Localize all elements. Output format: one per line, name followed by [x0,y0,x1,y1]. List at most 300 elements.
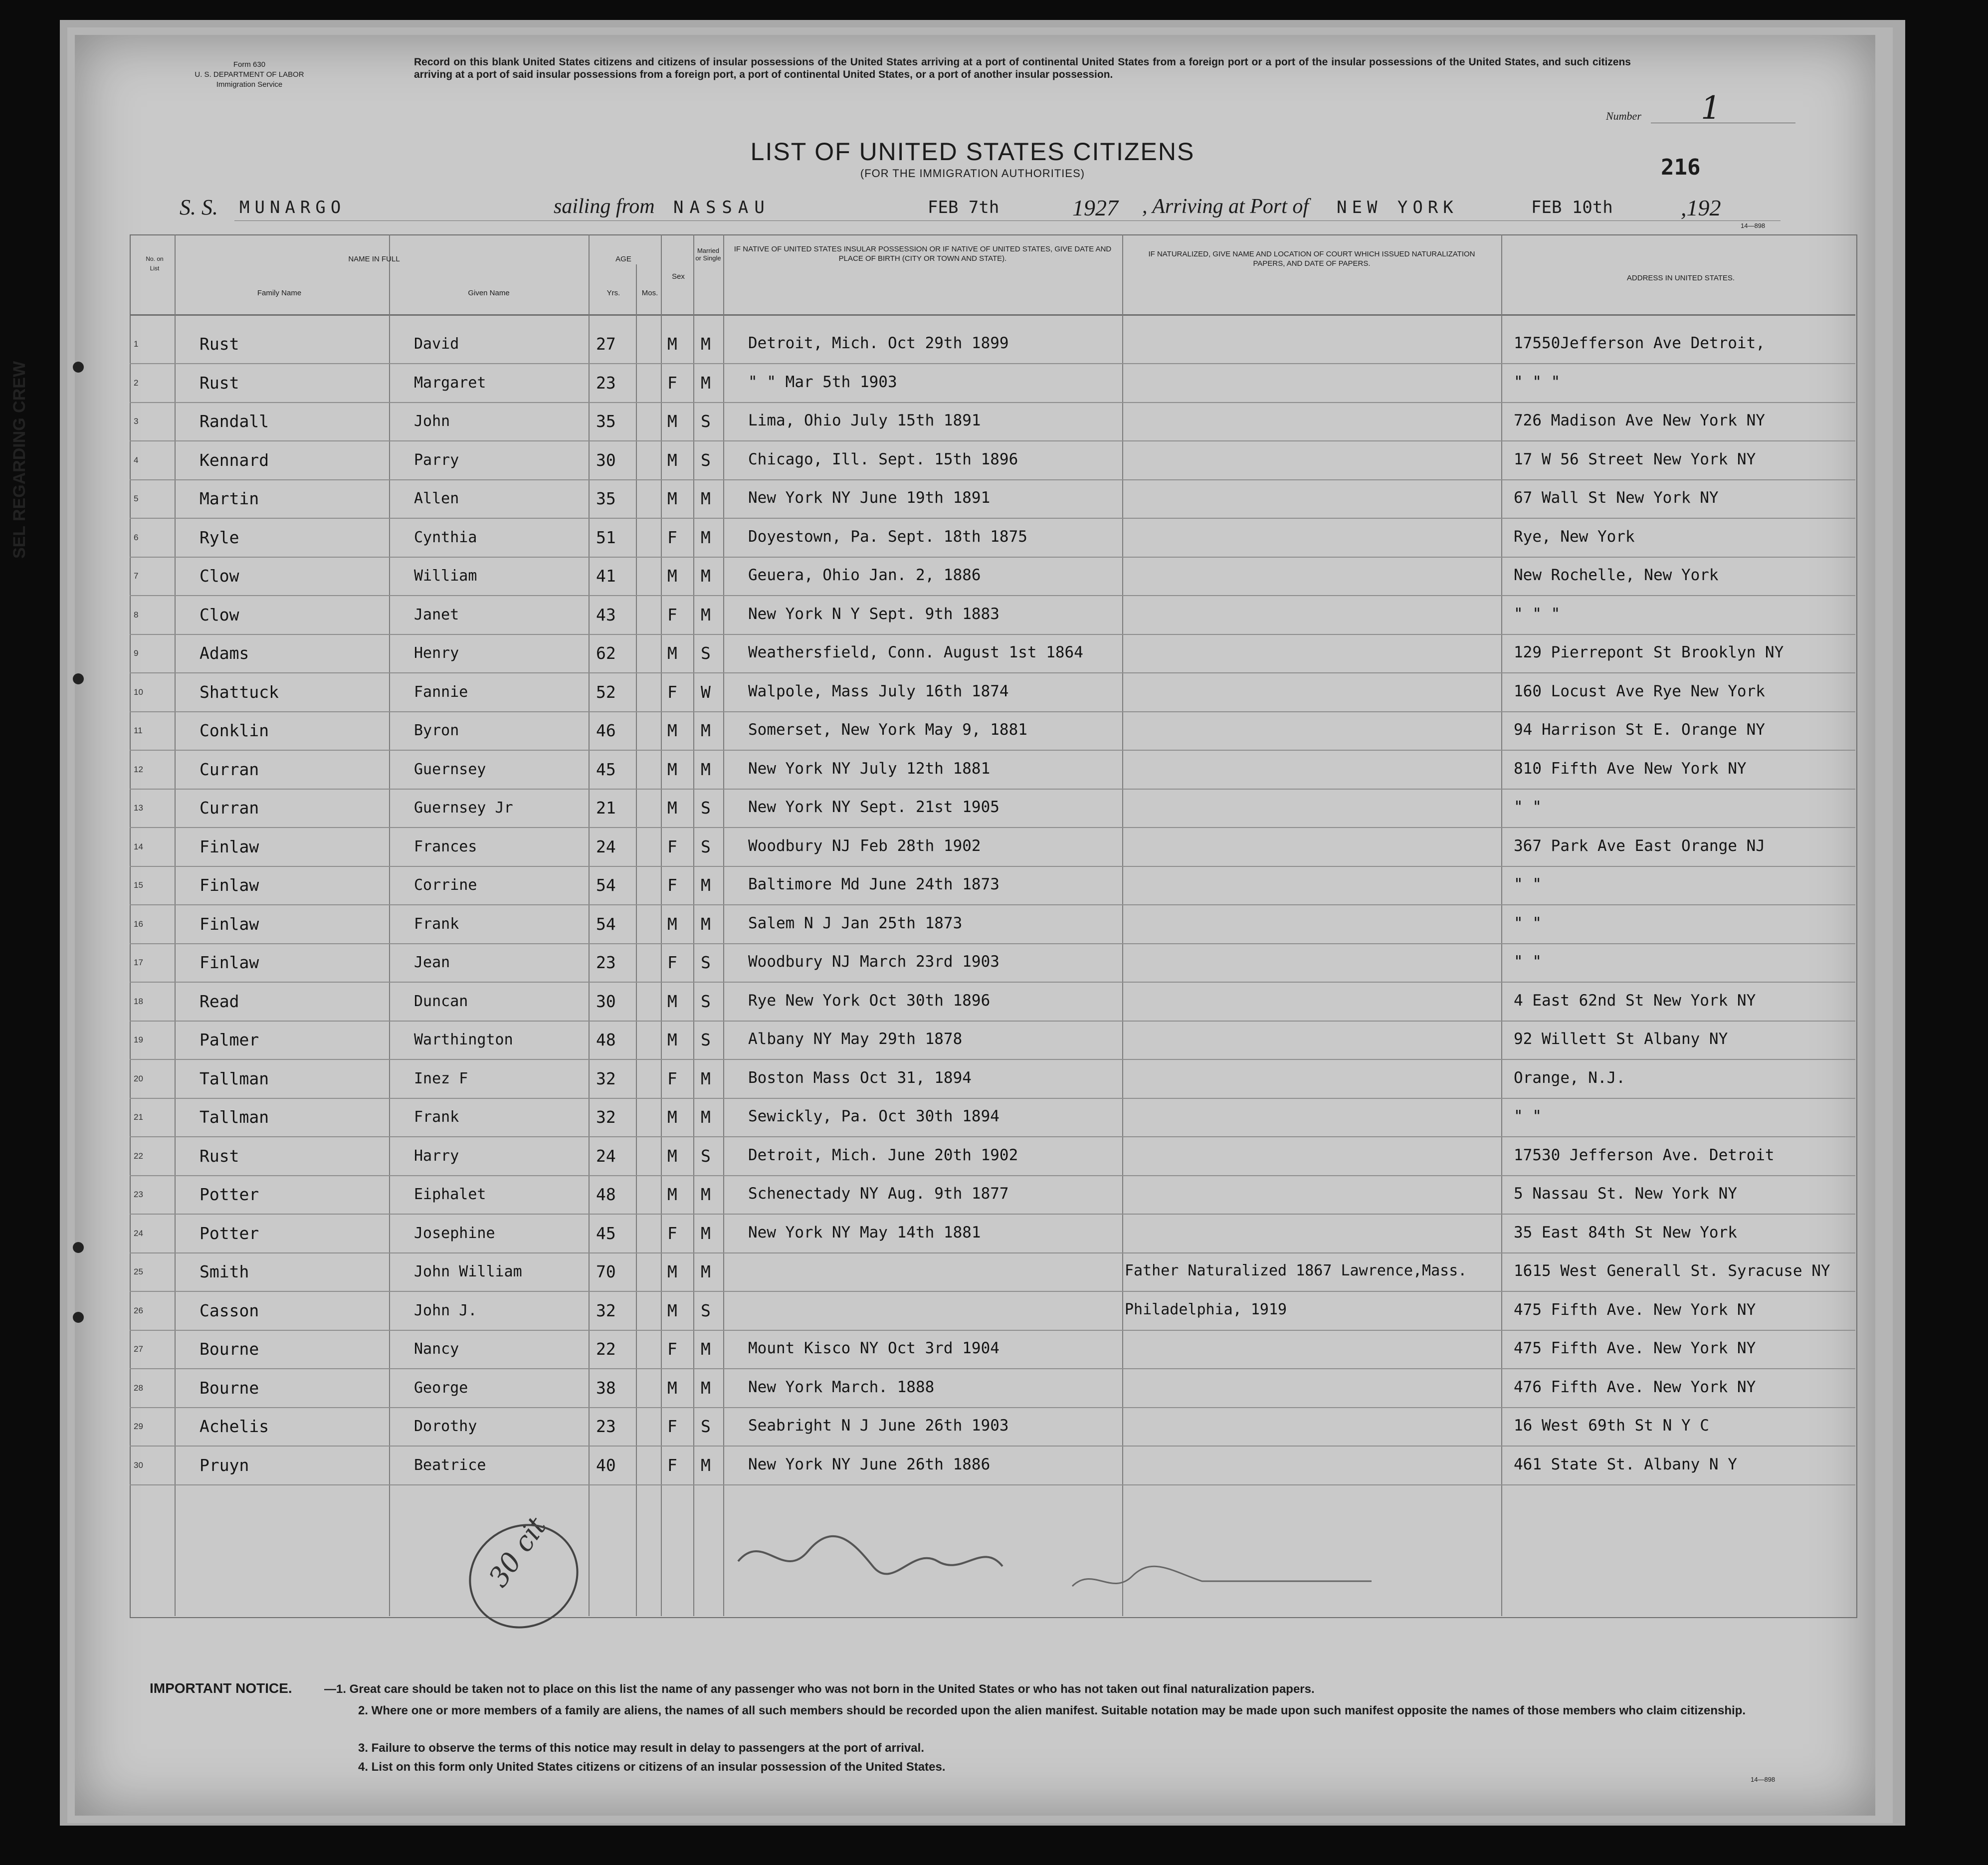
row-rule [130,711,1855,712]
birth-place-date: Lima, Ohio July 15th 1891 [748,412,981,429]
given-name: William [414,567,477,585]
age: 35 [596,489,616,508]
birth-place-date: New York NY July 12th 1881 [748,759,991,778]
given-name: Corrine [414,876,477,894]
col-header-address: ADDRESS IN UNITED STATES. [1626,274,1735,282]
sail-year: 1927 [1072,195,1118,220]
row-number: 11 [134,726,143,735]
sail-date: FEB 7th [928,198,999,217]
family-name: Curran [199,798,259,818]
birth-place-date: Baltimore Md June 24th 1873 [748,875,999,893]
married-single: M [701,1378,711,1398]
row-number: 22 [134,1151,143,1161]
married-single: S [701,953,711,972]
row-rule [130,1407,1855,1408]
family-name: Rust [199,1146,239,1166]
col-divider [661,234,662,1616]
sex: M [667,721,677,740]
birth-place-date: New York NY May 14th 1881 [748,1223,981,1242]
naturalization: Philadelphia, 1919 [1125,1300,1287,1318]
arrival-port: NEW YORK [1337,198,1458,217]
given-name: Henry [414,644,459,662]
family-name: Pruyn [199,1455,249,1475]
family-name: Finlaw [199,953,259,972]
sailing-from-port: NASSAU [673,198,771,217]
address: 129 Pierrepont St Brooklyn NY [1514,643,1784,661]
row-rule [130,1252,1855,1253]
row-number: 13 [134,803,143,813]
col-divider [589,234,590,1616]
given-name: Frank [414,1108,459,1126]
binding-hole [73,1242,84,1253]
sex: M [667,1107,677,1127]
address: 476 Fifth Ave. New York NY [1514,1378,1756,1396]
sex: M [667,759,677,779]
married-single: S [701,1300,711,1320]
notice-item-1: —1. Great care should be taken not to place on this list the name of any passenger who was not born in the United States or who has not taken out final naturalization papers. [324,1682,1315,1696]
sex: M [667,566,677,586]
married-single: M [701,566,711,586]
given-name: George [414,1379,468,1397]
row-number: 7 [134,571,139,581]
col-header-sex: Sex [672,272,685,281]
sex: F [667,953,677,972]
given-name: Eiphalet [414,1186,486,1203]
service-label: Immigration Service [216,80,283,89]
birth-place-date: Albany NY May 29th 1878 [748,1030,963,1048]
given-name: John [414,413,450,430]
row-rule [130,1368,1855,1369]
married-single: S [701,450,711,470]
sex: M [667,1030,677,1049]
address: 17 W 56 Street New York NY [1514,450,1756,468]
ship-name: MUNARGO [239,198,346,217]
age: 70 [596,1262,616,1281]
row-rule [130,557,1855,558]
given-name: David [414,335,459,353]
family-name: Tallman [199,1107,269,1127]
row-number: 30 [134,1460,143,1470]
birth-place-date: Detroit, Mich. June 20th 1902 [748,1146,1018,1164]
row-rule [130,634,1855,635]
row-rule [130,440,1855,441]
department-label: U. S. DEPARTMENT OF LABOR [195,70,304,79]
birth-place-date: Walpole, Mass July 16th 1874 [748,682,1009,700]
stamp-number: 216 [1661,155,1701,180]
family-name: Shattuck [199,682,279,702]
address: 5 Nassau St. New York NY [1514,1185,1737,1203]
family-name: Smith [199,1262,249,1281]
given-name: Dorothy [414,1418,477,1435]
given-name: Guernsey Jr [414,799,513,817]
given-name: Josephine [414,1224,495,1242]
col-divider [175,234,176,1616]
address: 17530 Jefferson Ave. Detroit [1514,1146,1775,1164]
married-single: M [701,759,711,779]
col-header-yrs: Yrs. [606,289,620,297]
married-single: S [701,1417,711,1436]
age: 41 [596,566,616,586]
family-name: Potter [199,1223,259,1243]
address: 1615 West Generall St. Syracuse NY [1514,1262,1830,1280]
address: 810 Fifth Ave New York NY [1514,759,1747,778]
row-number: 2 [134,378,139,388]
col-header-no: No. on List [146,255,164,272]
married-single: S [701,1030,711,1049]
sex: F [667,1417,677,1436]
given-name: Harry [414,1147,459,1165]
family-name: Finlaw [199,836,259,856]
given-name: John William [414,1263,522,1280]
sex: M [667,1262,677,1281]
row-rule [130,1291,1855,1292]
family-name: Adams [199,643,249,663]
birth-place-date: New York NY June 26th 1886 [748,1455,991,1473]
birth-place-date: Woodbury NJ Feb 28th 1902 [748,836,981,855]
sex: M [667,412,677,431]
given-name: Inez F [414,1069,468,1087]
age: 23 [596,1417,616,1436]
row-number: 6 [134,532,139,542]
family-name: Palmer [199,1030,259,1049]
family-name: Ryle [199,527,239,547]
married-single: M [701,1339,711,1359]
row-rule [130,402,1855,403]
row-rule [130,1136,1855,1137]
age: 32 [596,1068,616,1088]
sex: M [667,489,677,508]
side-stamp: SEL REGARDING CREW [10,361,29,559]
married-single: M [701,373,711,393]
birth-place-date: Boston Mass Oct 31, 1894 [748,1068,972,1087]
signature-marks [723,1511,1421,1601]
age: 30 [596,450,616,470]
row-rule [130,827,1855,828]
row-rule [130,789,1855,790]
sex: M [667,798,677,818]
sex: M [667,1300,677,1320]
birth-place-date: Mount Kisco NY Oct 3rd 1904 [748,1339,999,1357]
row-rule [130,943,1855,944]
sex: F [667,875,677,895]
address: 16 West 69th St N Y C [1514,1417,1709,1435]
sex: F [667,836,677,856]
row-number: 27 [134,1344,143,1354]
address: 67 Wall St New York NY [1514,489,1719,507]
given-name: John J. [414,1301,477,1319]
row-number: 3 [134,416,139,426]
col-divider [723,234,724,1616]
notice-heading: IMPORTANT NOTICE. [150,1680,292,1696]
family-name: Conklin [199,721,269,740]
given-name: Parry [414,451,459,469]
birth-place-date: Geuera, Ohio Jan. 2, 1886 [748,566,981,584]
married-single: S [701,412,711,431]
address: New Rochelle, New York [1514,566,1719,584]
sex: M [667,334,677,354]
manifest-sheet [10,35,1875,1816]
age: 32 [596,1107,616,1127]
row-number: 16 [134,919,143,929]
married-single: M [701,1262,711,1281]
sex: F [667,1339,677,1359]
col-divider [1122,234,1123,1616]
given-name: Duncan [414,992,468,1010]
row-number: 12 [134,764,143,774]
age: 40 [596,1455,616,1475]
row-rule [130,363,1855,364]
row-number: 26 [134,1305,143,1315]
col-divider [389,234,390,1616]
address: " " " [1514,373,1561,391]
married-single: S [701,836,711,856]
address: " " [1514,798,1542,816]
list-title: LIST OF UNITED STATES CITIZENS [750,138,1195,166]
given-name: Allen [414,490,459,507]
family-name: Finlaw [199,875,259,895]
circled-count: 30 cit [482,1511,553,1593]
row-number: 14 [134,841,143,851]
count-circle [454,1511,594,1641]
row-rule [130,750,1855,751]
row-rule [130,518,1855,519]
family-name: Bourne [199,1339,259,1359]
row-rule [130,595,1855,596]
row-number: 1 [134,339,139,349]
form-code: 14—898 [1741,222,1766,229]
birth-place-date: Seabright N J June 26th 1903 [748,1417,1009,1435]
arrival-date: FEB 10th [1531,198,1613,217]
given-name: Byron [414,722,459,739]
address: Orange, N.J. [1514,1068,1625,1087]
birth-place-date: Schenectady NY Aug. 9th 1877 [748,1185,1009,1203]
birth-place-date: Rye New York Oct 30th 1896 [748,991,991,1010]
married-single: M [701,914,711,934]
sex: F [667,1068,677,1088]
married-single: M [701,1455,711,1475]
family-name: Clow [199,566,239,586]
married-single: M [701,527,711,547]
row-number: 15 [134,880,143,890]
birth-place-date: New York NY Sept. 21st 1905 [748,798,999,816]
birth-place-date: Somerset, New York May 9, 1881 [748,721,1027,739]
married-single: M [701,1185,711,1204]
address: 17550Jefferson Ave Detroit, [1514,334,1765,352]
birth-place-date: Detroit, Mich. Oct 29th 1899 [748,334,1009,352]
married-single: M [701,605,711,624]
birth-place-date: Chicago, Ill. Sept. 15th 1896 [748,450,1018,468]
age: 38 [596,1378,616,1398]
row-rule [130,1021,1855,1022]
row-number: 5 [134,494,139,503]
sex: M [667,1378,677,1398]
given-name: Frances [414,837,477,855]
address: 475 Fifth Ave. New York NY [1514,1339,1756,1357]
row-number: 23 [134,1190,143,1199]
list-subtitle: (FOR THE IMMIGRATION AUTHORITIES) [860,167,1085,180]
footer-code: 14—898 [1751,1776,1776,1783]
row-rule [130,479,1855,480]
given-name: Frank [414,915,459,933]
age: 32 [596,1300,616,1320]
given-name: Fannie [414,683,468,701]
given-name: Cynthia [414,528,477,546]
married-single: M [701,1107,711,1127]
age: 21 [596,798,616,818]
birth-place-date: New York N Y Sept. 9th 1883 [748,605,999,623]
age: 35 [596,412,616,431]
arriving-label: , Arriving at Port of [1142,195,1309,218]
age: 48 [596,1030,616,1049]
birth-place-date: New York NY June 19th 1891 [748,489,991,507]
age: 52 [596,682,616,702]
age: 48 [596,1185,616,1204]
address: " " [1514,1107,1542,1125]
form-instructions: Record on this blank United States citizens and citizens of insular possessions of the United States arriving at a port of continental United States from a foreign port or a port of the insular possessions of the United States, and such citizens arriving at a port of said insular possessions from a foreign port, a port of continental United States, or a port of another insular possession. [414,56,1631,80]
family-name: Achelis [199,1417,269,1436]
number-label: Number [1606,110,1641,122]
row-number: 20 [134,1073,143,1083]
age: 27 [596,334,616,354]
row-rule [130,1484,1855,1485]
family-name: Martin [199,489,259,508]
married-single: M [701,1068,711,1088]
row-number: 24 [134,1228,143,1238]
age: 54 [596,914,616,934]
family-name: Read [199,991,239,1011]
birth-place-date: Weathersfield, Conn. August 1st 1864 [748,643,1083,661]
given-name: Warthington [414,1031,513,1048]
binding-hole [73,362,84,373]
age: 62 [596,643,616,663]
address: 726 Madison Ave New York NY [1514,412,1765,429]
address: " " [1514,875,1542,893]
row-rule [130,1175,1855,1176]
sex: F [667,1455,677,1475]
notice-item-4: 4. List on this form only United States citizens or citizens of an insular possession of the United States. [358,1760,946,1774]
arrival-year: ,192 [1681,195,1721,220]
given-name: Janet [414,606,459,623]
birth-place-date: Woodbury NJ March 23rd 1903 [748,953,999,971]
address: 461 State St. Albany N Y [1514,1455,1737,1473]
address: 92 Willett St Albany NY [1514,1030,1728,1048]
row-rule [130,982,1855,983]
married-single: S [701,1146,711,1166]
row-rule [130,1330,1855,1331]
address: " " [1514,914,1542,932]
family-name: Bourne [199,1378,259,1398]
binding-hole [73,673,84,684]
given-name: Beatrice [414,1456,486,1474]
family-name: Randall [199,412,269,431]
family-name: Clow [199,605,239,624]
address: 35 East 84th St New York [1514,1223,1737,1242]
row-rule [130,1214,1855,1215]
sailing-from-label: sailing from [554,195,655,218]
family-name: Tallman [199,1068,269,1088]
ship-prefix: S. S. [180,195,218,219]
col-divider [636,264,637,1616]
col-divider [1501,234,1502,1616]
row-number: 29 [134,1422,143,1431]
sex: F [667,1223,677,1243]
age: 23 [596,953,616,972]
row-rule [130,904,1855,905]
family-name: Potter [199,1185,259,1204]
age: 24 [596,1146,616,1166]
sex: F [667,373,677,393]
married-single: M [701,875,711,895]
birth-place-date: Doyestown, Pa. Sept. 18th 1875 [748,527,1027,546]
age: 51 [596,527,616,547]
age: 24 [596,836,616,856]
row-number: 18 [134,996,143,1006]
row-rule [130,866,1855,867]
notice-item-2: 2. Where one or more members of a family are aliens, the names of all such members should be recorded upon the alien manifest. Suitable notation may be made upon such manifest opposite the names of those members who claim citizenship. [358,1704,1746,1717]
family-name: Kennard [199,450,269,470]
row-number: 8 [134,610,139,620]
address: " " " [1514,605,1561,623]
given-name: Jean [414,954,450,971]
birth-place-date: " " Mar 5th 1903 [748,373,897,391]
sex: F [667,605,677,624]
row-number: 21 [134,1112,143,1122]
sex: F [667,682,677,702]
married-single: M [701,489,711,508]
row-rule [130,1098,1855,1099]
married-single: M [701,721,711,740]
age: 30 [596,991,616,1011]
sex: M [667,991,677,1011]
family-name: Finlaw [199,914,259,934]
address: 4 East 62nd St New York NY [1514,991,1756,1010]
number-value: 1 [1701,90,1721,127]
married-single: S [701,643,711,663]
row-number: 19 [134,1035,143,1044]
col-header-naturalized: IF NATURALIZED, GIVE NAME AND LOCATION OF COURT WHICH ISSUED NATURALIZATION PAPERS, AND DATE OF PAPERS. [1148,250,1475,268]
age: 23 [596,373,616,393]
header-bottom-rule [130,314,1855,316]
address: 160 Locust Ave Rye New York [1514,682,1765,700]
given-name: Nancy [414,1340,459,1358]
row-number: 4 [134,455,139,465]
col-header-married: Married or Single [695,247,721,262]
address: Rye, New York [1514,527,1635,546]
ship-line-underline [234,220,1781,221]
age: 54 [596,875,616,895]
married-single: M [701,1223,711,1243]
birth-place-date: New York March. 1888 [748,1378,935,1396]
age: 43 [596,605,616,624]
family-name: Rust [199,373,239,393]
sex: M [667,1146,677,1166]
married-single: S [701,798,711,818]
col-header-birth: IF NATIVE OF UNITED STATES INSULAR POSSESSION OR IF NATIVE OF UNITED STATES, GIVE DATE AND PLACE OF BIRTH (CITY OR TOWN AND STATE). [734,245,1112,263]
given-name: Margaret [414,374,486,392]
row-number: 28 [134,1383,143,1393]
naturalization: Father Naturalized 1867 Lawrence,Mass. [1125,1262,1467,1279]
col-header-family-name: Family Name [257,289,302,297]
age: 22 [596,1339,616,1359]
sex: F [667,527,677,547]
married-single: W [701,682,711,702]
family-name: Rust [199,334,239,354]
address: " " [1514,953,1542,971]
birth-place-date: Sewickly, Pa. Oct 30th 1894 [748,1107,999,1125]
family-name: Curran [199,759,259,779]
binding-hole [73,1312,84,1323]
col-divider [693,234,694,1616]
